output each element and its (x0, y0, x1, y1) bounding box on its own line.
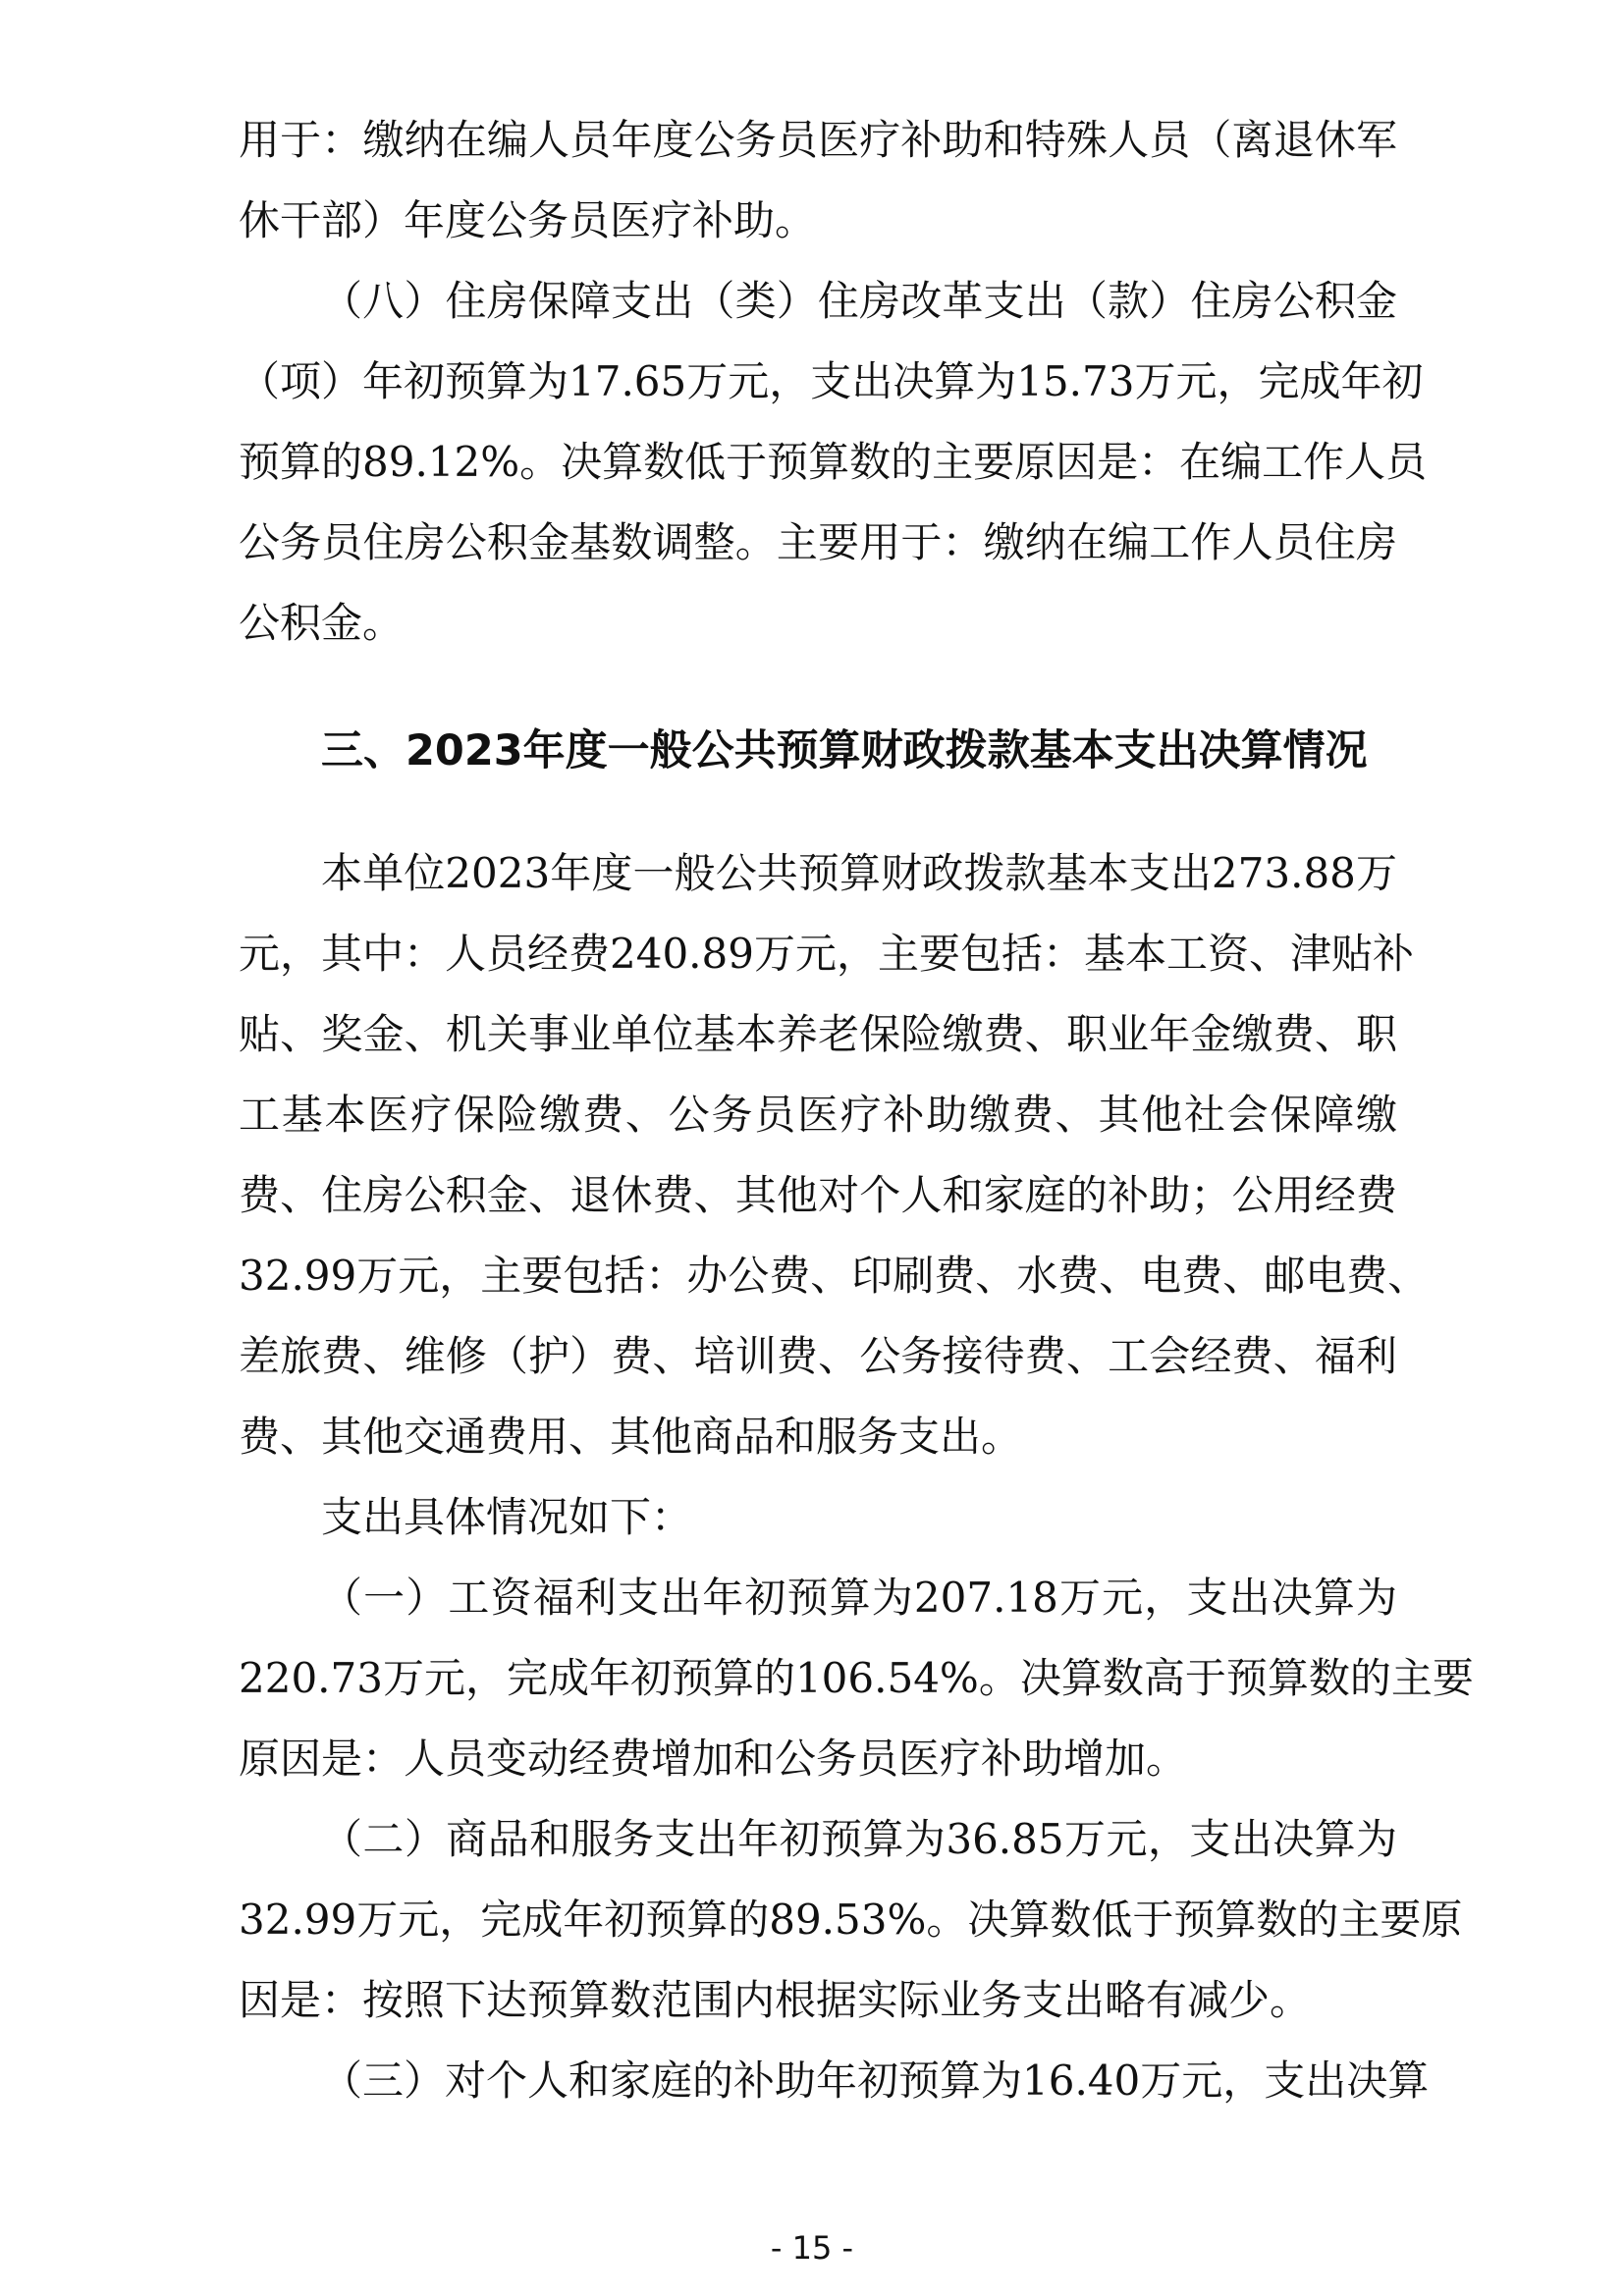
paragraph-line: 原因是：人员变动经费增加和公务员医疗补助增加。 (239, 1735, 1188, 1783)
paragraph-line: （二）商品和服务支出年初预算为36.85万元，支出决算为 (321, 1815, 1397, 1863)
paragraph-line: 32.99万元，主要包括：办公费、印刷费、水费、电费、邮电费、 (239, 1252, 1430, 1300)
paragraph-line: （八）住房保障支出（类）住房改革支出（款）住房公积金 (321, 277, 1397, 325)
paragraph-line: 元，其中：人员经费240.89万元，主要包括：基本工资、津贴补 (239, 930, 1414, 978)
paragraph-line: 本单位2023年度一般公共预算财政拨款基本支出273.88万 (321, 849, 1397, 897)
paragraph-line: （项）年初预算为17.65万元，支出决算为15.73万元，完成年初 (239, 357, 1424, 405)
section-heading: 三、2023年度一般公共预算财政拨款基本支出决算情况 (321, 726, 1368, 775)
paragraph-line: 差旅费、维修（护）费、培训费、公务接待费、工会经费、福利 (239, 1332, 1397, 1380)
paragraph-line: 工基本医疗保险缴费、公务员医疗补助缴费、其他社会保障缴 (239, 1091, 1397, 1139)
paragraph-line: 公积金。 (239, 599, 405, 647)
paragraph-line: 因是：按照下达预算数范围内根据实际业务支出略有减少。 (239, 1976, 1312, 2024)
paragraph-line: （一）工资福利支出年初预算为207.18万元，支出决算为 (321, 1574, 1397, 1622)
paragraph-line: 费、其他交通费用、其他商品和服务支出。 (239, 1413, 1023, 1461)
paragraph-line: 用于：缴纳在编人员年度公务员医疗补助和特殊人员（离退休军 (239, 116, 1397, 164)
paragraph-line: 220.73万元，完成年初预算的106.54%。决算数高于预算数的主要 (239, 1654, 1474, 1702)
paragraph-line: 费、住房公积金、退休费、其他对个人和家庭的补助；公用经费 (239, 1171, 1397, 1219)
paragraph-line: 休干部）年度公务员医疗补助。 (239, 196, 817, 244)
paragraph-line: 支出具体情况如下： (321, 1493, 693, 1541)
page-number: - 15 - (770, 2229, 854, 2267)
paragraph-line: 公务员住房公积金基数调整。主要用于：缴纳在编工作人员住房 (239, 518, 1397, 566)
paragraph-line: 预算的89.12%。决算数低于预算数的主要原因是：在编工作人员 (239, 438, 1428, 486)
paragraph-line: （三）对个人和家庭的补助年初预算为16.40万元，支出决算 (321, 2056, 1430, 2105)
paragraph-line: 32.99万元，完成年初预算的89.53%。决算数低于预算数的主要原 (239, 1896, 1463, 1944)
paragraph-line: 贴、奖金、机关事业单位基本养老保险缴费、职业年金缴费、职 (239, 1010, 1397, 1058)
